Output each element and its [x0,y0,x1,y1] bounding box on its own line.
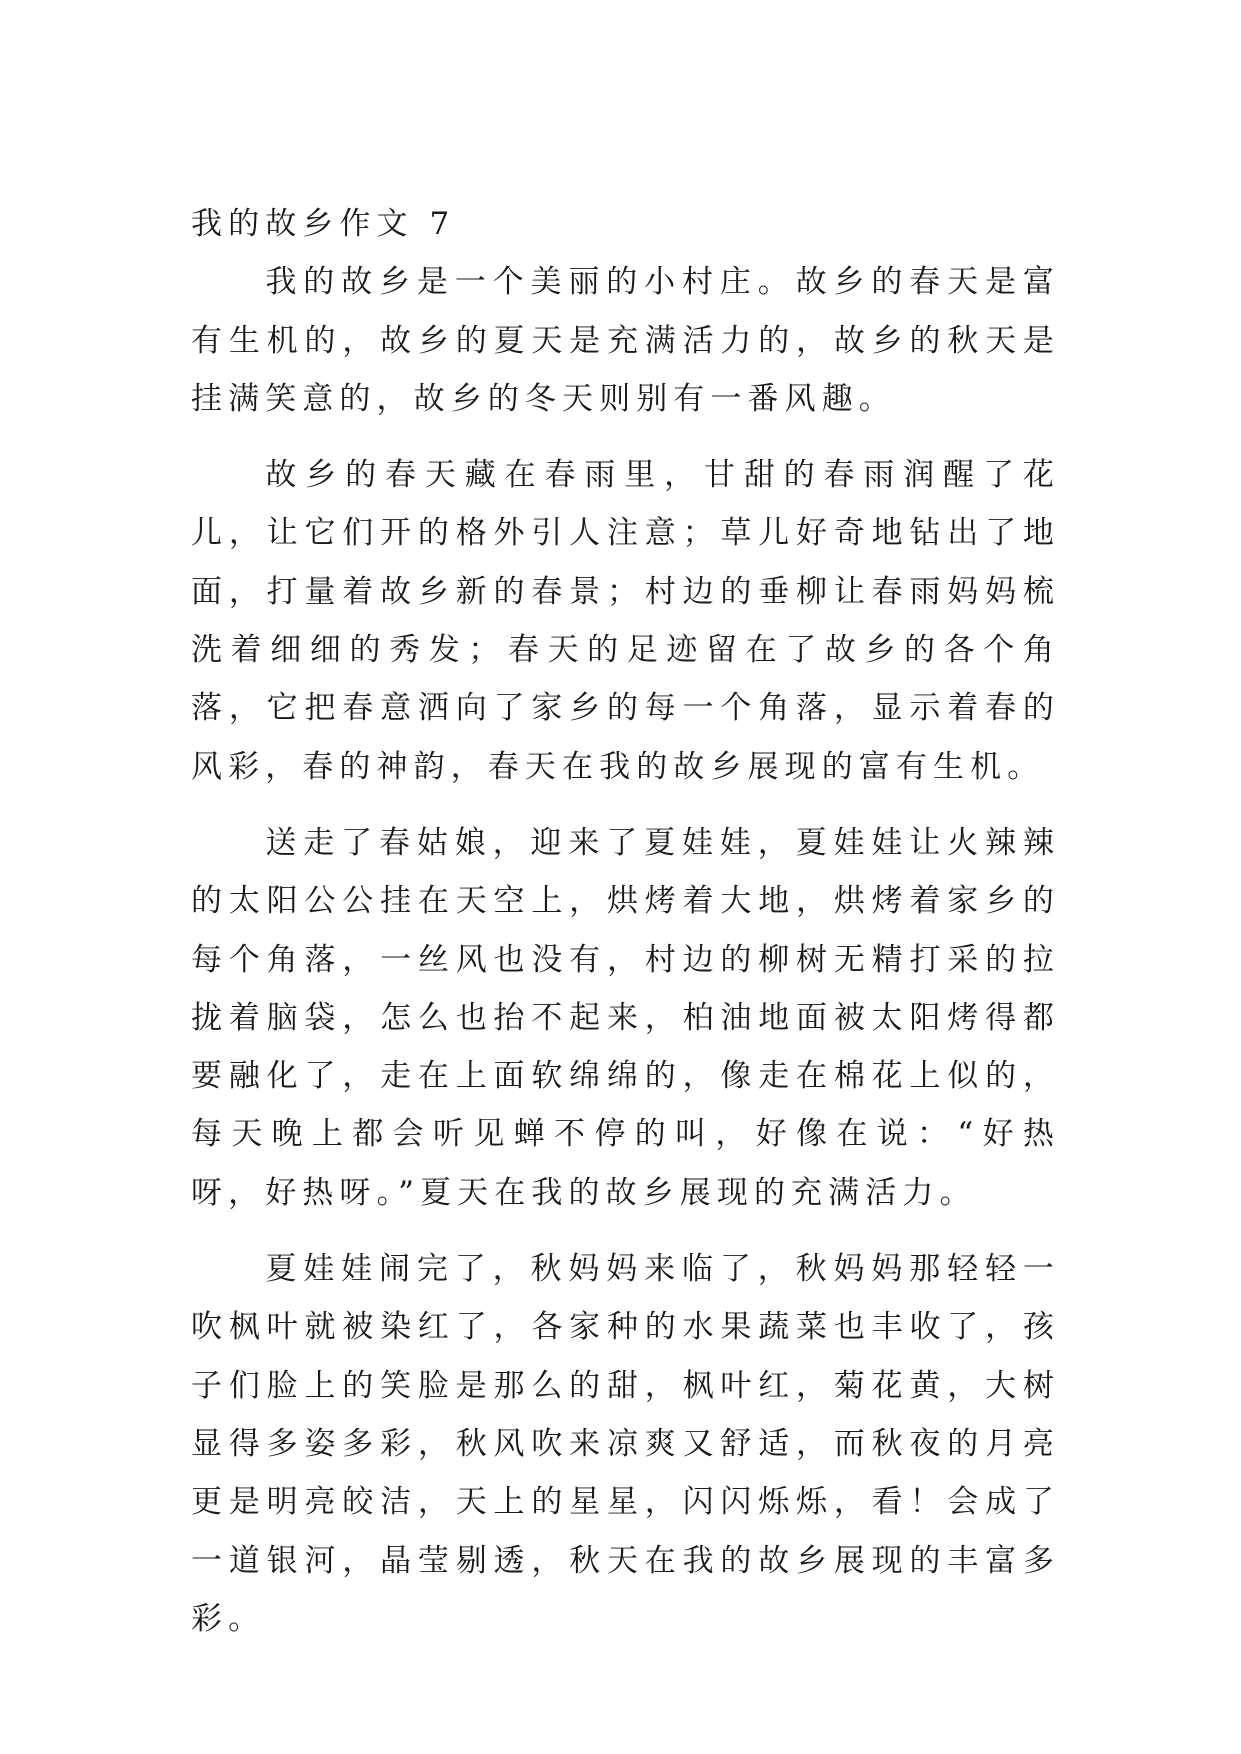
paragraph-3: 送走了春姑娘，迎来了夏娃娃，夏娃娃让火辣辣的太阳公公挂在天空上，烘烤着大地，烘烤着家乡的每个角落，一丝风也没有，村边的柳树无精打采的拉拢着脑袋，怎么也抬不起来，柏油地面被太阳烤得都要融化了，走在上面软绵绵的，像走在棉花上似的，每天晚上都会听见蝉不停的叫，好像在说：“好热呀，好热呀。”夏天在我的故乡展现的充满活力。 [191,824,1060,1211]
document-body [191,195,1060,1666]
document-title: 我的故乡作文 7 [191,206,456,242]
paragraph-1: 我的故乡是一个美丽的小村庄。故乡的春天是富有生机的，故乡的夏天是充满活力的，故乡的秋天是挂满笑意的，故乡的冬天则别有一番风趣。 [191,264,1060,417]
paragraph-2: 故乡的春天藏在春雨里，甘甜的春雨润醒了花儿，让它们开的格外引人注意；草儿好奇地钻出了地面，打量着故乡新的春景；村边的垂柳让春雨妈妈梳洗着细细的秀发；春天的足迹留在了故乡的各个角落，它把春意洒向了家乡的每一个角落，显示着春的风彩，春的神韵，春天在我的故乡展现的富有生机。 [191,457,1060,785]
paragraph-4: 夏娃娃闹完了，秋妈妈来临了，秋妈妈那轻轻一吹枫叶就被染红了，各家种的水果蔬菜也丰收了，孩子们脸上的笑脸是那么的甜，枫叶红，菊花黄，大树显得多姿多彩，秋风吹来凉爽又舒适，而秋夜的月亮更是明亮皎洁，天上的星星，闪闪烁烁，看！会成了一道银河，晶莹剔透，秋天在我的故乡展现的丰富多彩。 [191,1251,1060,1637]
